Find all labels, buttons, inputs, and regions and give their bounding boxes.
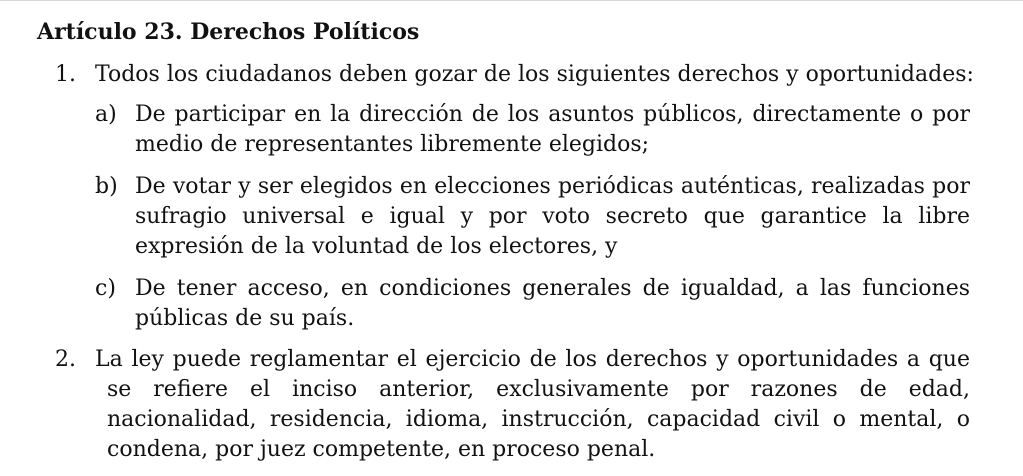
item-1-marker: 1. (55, 62, 76, 87)
item-1-text: Todos los ciudadanos deben gozar de los siguientes derechos y oportunidades: (95, 62, 974, 87)
subitem-b-marker: b) (95, 174, 118, 199)
article-title: Artículo 23. Derechos Políticos (37, 19, 420, 45)
subitem-c-marker: c) (95, 276, 116, 301)
item-2-text: La ley puede reglamentar el ejercicio de los derechos y oportunidades a que se refiere el inciso anterior, exclusivamente por razones de edad, nacionalidad, residencia, idioma, instrucción, capacidad civil o mental, o condena, por juez competente, en proceso penal. (95, 347, 970, 462)
top-border (0, 0, 1023, 1)
subitem-b-text: De votar y ser elegidos en elecciones periódicas auténticas, realizadas por sufragio universal e igual y por voto secreto que garantice la libre expresión de la voluntad de los electores, y (135, 174, 970, 259)
subitem-a-marker: a) (95, 102, 117, 127)
item-2-marker: 2. (55, 347, 76, 372)
subitem-c-text: De tener acceso, en condiciones generales de igualdad, a las funciones públicas de su país. (135, 276, 970, 331)
subitem-a-text: De participar en la dirección de los asuntos públicos, directamente o por medio de representantes libremente elegidos; (135, 102, 970, 157)
